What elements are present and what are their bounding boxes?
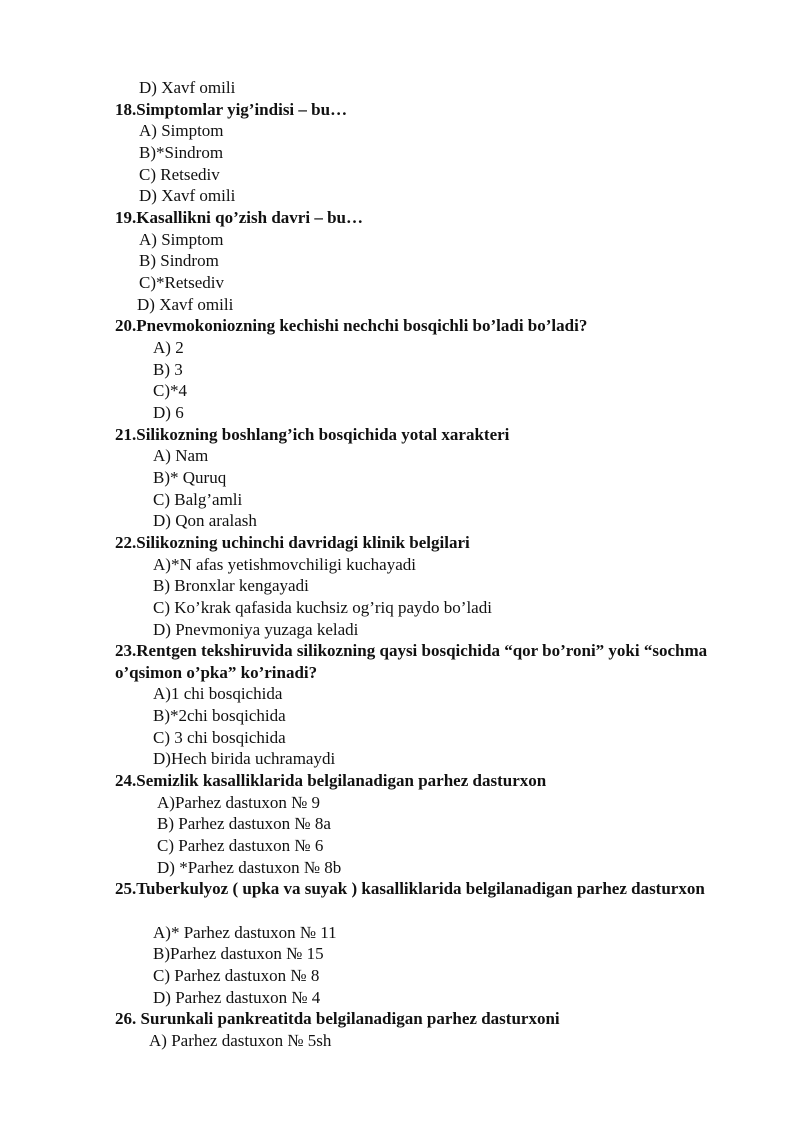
option-line: C) Retsediv xyxy=(139,165,220,184)
option-line: C) 3 chi bosqichida xyxy=(153,728,286,747)
option-line: B) Parhez dastuxon № 8a xyxy=(157,814,331,833)
option-line: C) Parhez dastuxon № 6 xyxy=(157,836,324,855)
option-line: D) Xavf omili xyxy=(137,295,234,314)
question-23: 23.Rentgen tekshiruvida silikozning qaysi bosqichida “qor bo’roni” yoki “sochma o’qsimon o’pka” ko’rinadi? xyxy=(115,641,708,682)
option-line: B)Parhez dastuxon № 15 xyxy=(153,944,324,963)
question-21: 21.Silikozning boshlang’ich bosqichida yotal xarakteri xyxy=(115,425,510,444)
option-line: D) Qon aralash xyxy=(153,511,257,530)
option-line: A) Simptom xyxy=(139,230,224,249)
question-20: 20.Pnevmokoniozning kechishi nechchi bosqichli bo’ladi bo’ladi? xyxy=(115,316,588,335)
option-line: C)*4 xyxy=(153,381,187,400)
question-22: 22.Silikozning uchinchi davridagi klinik belgilari xyxy=(115,533,470,552)
option-line: C) Parhez dastuxon № 8 xyxy=(153,966,320,985)
question-26: 26. Surunkali pankreatitda belgilanadigan parhez dasturxoni xyxy=(115,1009,560,1028)
option-line: D) Pnevmoniya yuzaga keladi xyxy=(153,620,359,639)
option-line: C)*Retsediv xyxy=(139,273,224,292)
option-line: A) Simptom xyxy=(139,121,224,140)
option-line: A) 2 xyxy=(153,338,184,357)
option-line: B) Bronxlar kengayadi xyxy=(153,576,309,595)
option-line: A) Parhez dastuxon № 5sh xyxy=(149,1031,332,1050)
option-line: A) Nam xyxy=(153,446,209,465)
option-line: C) Ko’krak qafasida kuchsiz og’riq paydo bo’ladi xyxy=(153,598,492,617)
option-line: B) 3 xyxy=(153,360,183,379)
option-line: A)*N afas yetishmovchiligi kuchayadi xyxy=(153,555,416,574)
option-line: D) *Parhez dastuxon № 8b xyxy=(157,858,342,877)
option-line: A)* Parhez dastuxon № 11 xyxy=(153,923,337,942)
option-line: B) Sindrom xyxy=(139,251,219,270)
option-line: A)Parhez dastuxon № 9 xyxy=(157,793,321,812)
option-line: C) Balg’amli xyxy=(153,490,243,509)
question-25: 25.Tuberkulyoz ( upka va suyak ) kasalliklarida belgilanadigan parhez dasturxon xyxy=(115,879,705,898)
question-18: 18.Simptomlar yig’indisi – bu… xyxy=(115,100,348,119)
option-line: D) Xavf omili xyxy=(139,78,236,97)
option-line: D)Hech birida uchramaydi xyxy=(153,749,336,768)
question-19: 19.Kasallikni qo’zish davri – bu… xyxy=(115,208,363,227)
option-line: B)* Quruq xyxy=(153,468,227,487)
option-line: D) Parhez dastuxon № 4 xyxy=(153,988,321,1007)
option-line: D) 6 xyxy=(153,403,184,422)
question-24: 24.Semizlik kasalliklarida belgilanadigan parhez dasturxon xyxy=(115,771,547,790)
option-line: D) Xavf omili xyxy=(139,186,236,205)
option-line: A)1 chi bosqichida xyxy=(153,684,283,703)
option-line: B)*Sindrom xyxy=(139,143,224,162)
option-line: B)*2chi bosqichida xyxy=(153,706,286,725)
